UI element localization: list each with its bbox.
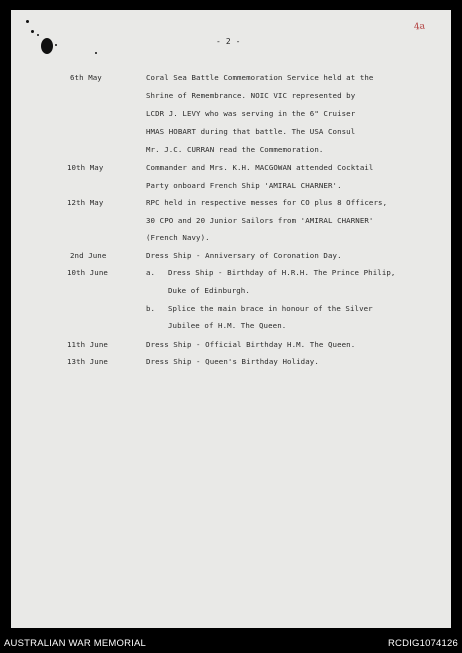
entry-line: Splice the main brace in honour of the Silver <box>168 304 373 313</box>
entry-line: RPC held in respective messes for CO plus 8 Officers, <box>146 198 388 207</box>
archive-footer <box>0 630 462 653</box>
entry-line: Party onboard French Ship 'AMIRAL CHARNER'. <box>146 181 342 190</box>
entry-line: Duke of Edinburgh. <box>168 286 250 295</box>
footer-record-id: RCDIG1074126 <box>388 638 458 649</box>
handwritten-page-note: 4a <box>413 21 426 33</box>
entry-line: Dress Ship - Queen's Birthday Holiday. <box>146 357 319 366</box>
document-page <box>11 10 451 628</box>
entry-line: (French Navy). <box>146 233 210 242</box>
entry-line: HMAS HOBART during that battle. The USA Consul <box>146 127 356 136</box>
entry-date: 10th June <box>67 268 108 277</box>
entry-date: 6th May <box>70 73 102 82</box>
entry-line: Mr. J.C. CURRAN read the Commemoration. <box>146 145 324 154</box>
footer-institution: AUSTRALIAN WAR MEMORIAL <box>4 638 147 649</box>
ink-speck <box>26 20 29 23</box>
page-number: - 2 - <box>216 37 241 46</box>
entry-line: LCDR J. LEVY who was serving in the 6" Cruiser <box>146 109 356 118</box>
sub-item-marker: a. <box>146 268 156 277</box>
entry-line: Dress Ship - Anniversary of Coronation Day. <box>146 251 342 260</box>
ink-speck <box>55 44 57 46</box>
entry-date: 2nd June <box>70 251 107 260</box>
entry-date: 13th June <box>67 357 108 366</box>
ink-speck <box>95 52 97 54</box>
entry-date: 12th May <box>67 198 104 207</box>
entry-line: Commander and Mrs. K.H. MACGOWAN attended Cocktail <box>146 163 374 172</box>
entry-line: Dress Ship - Official Birthday H.M. The Queen. <box>146 340 356 349</box>
entry-line: Shrine of Remembrance. NOIC VIC represented by <box>146 91 356 100</box>
sub-item-marker: b. <box>146 304 156 313</box>
entry-line: 30 CPO and 20 Junior Sailors from 'AMIRAL CHARNER' <box>146 216 374 225</box>
entry-date: 10th May <box>67 163 104 172</box>
entry-line: Coral Sea Battle Commemoration Service held at the <box>146 73 374 82</box>
ink-speck <box>37 34 39 36</box>
entry-date: 11th June <box>67 340 108 349</box>
entry-line: Jubilee of H.M. The Queen. <box>168 321 287 330</box>
entry-line: Dress Ship - Birthday of H.R.H. The Prince Philip, <box>168 268 396 277</box>
punch-hole-mark <box>41 38 53 54</box>
ink-speck <box>31 30 34 33</box>
